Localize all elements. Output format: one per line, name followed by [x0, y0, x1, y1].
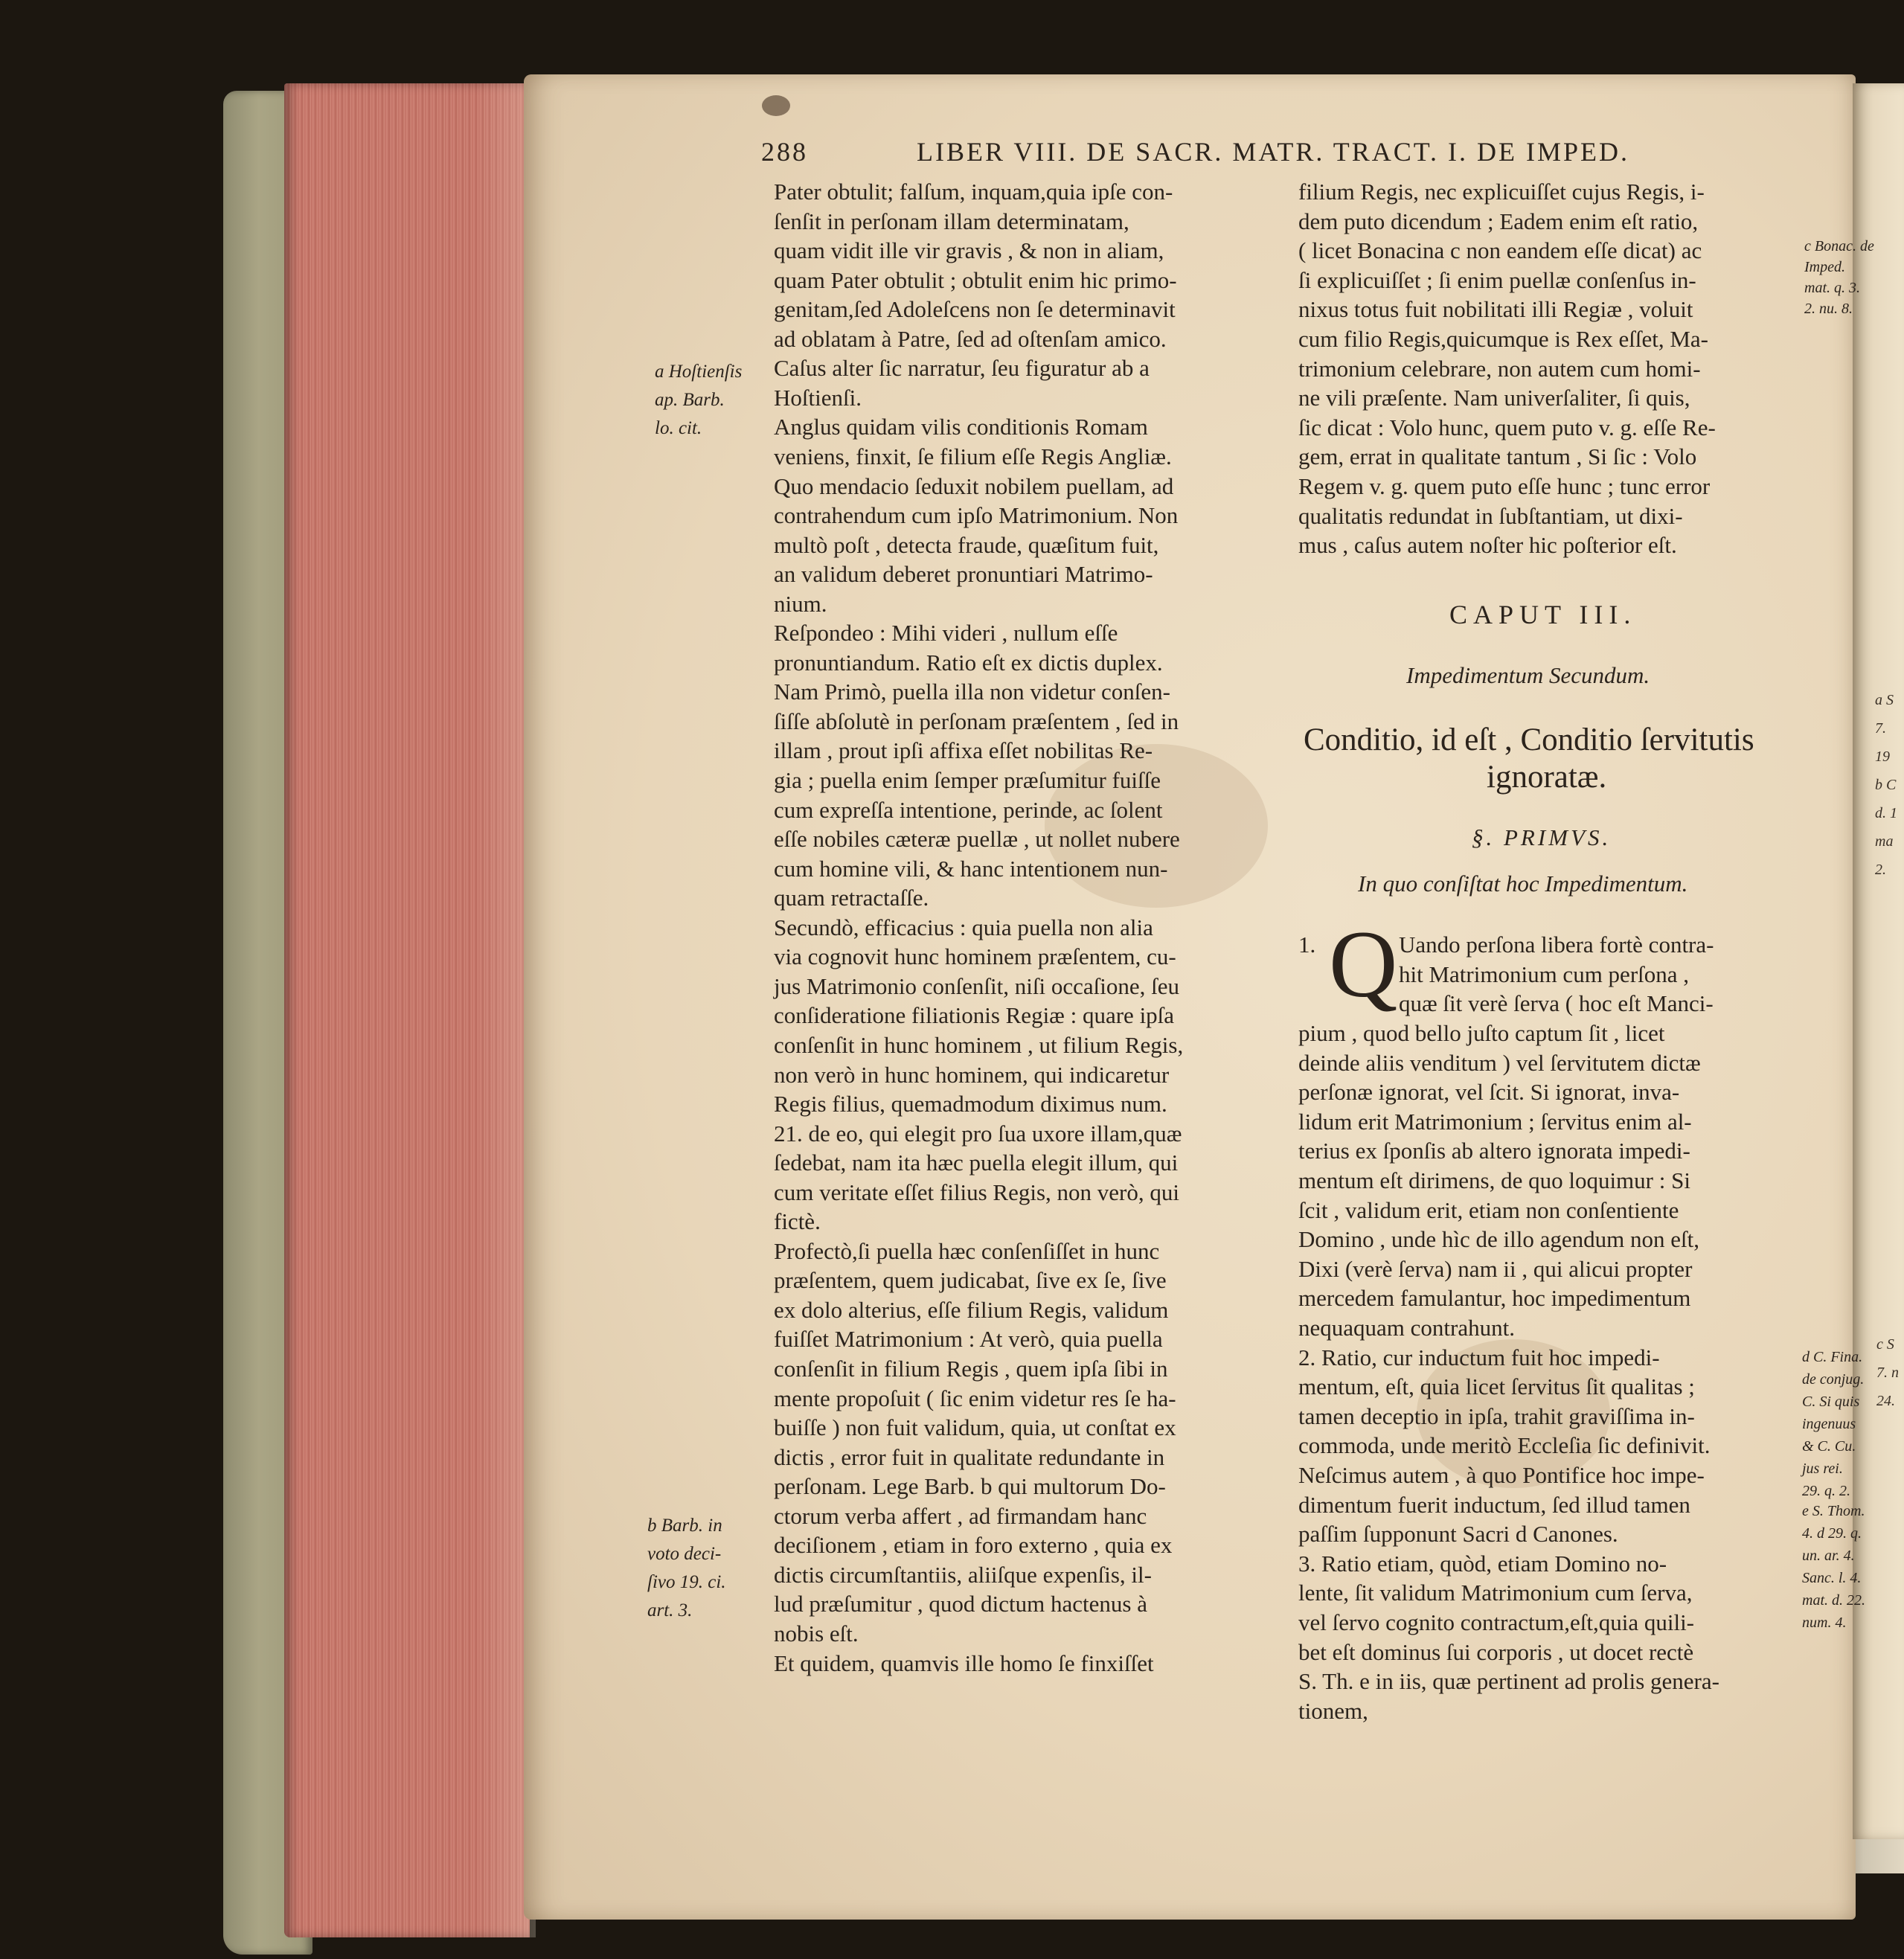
left-text-line: multò poſt , detecta fraude, quæſitum fuit,: [774, 531, 1159, 558]
left-text-line: Hoſtienſi.: [774, 384, 862, 411]
left-text-line: gia ; puella enim ſemper præſumitur fuiſſe: [774, 767, 1161, 793]
right-body-line: nequaquam contrahunt.: [1298, 1315, 1515, 1341]
left-text-line: contrahendum cum ipſo Matrimonium. Non: [774, 502, 1179, 529]
margin-note-e-line: e S. Thom.: [1802, 1503, 1865, 1519]
left-text-line: Regis filius, quemadmodum diximus num.: [774, 1091, 1167, 1118]
left-text-line: conſenſit in filium Regis , quem ipſa ſibi in: [774, 1356, 1168, 1382]
left-text-line: quam Pater obtulit ; obtulit enim hic primo-: [774, 266, 1177, 293]
right-body-line: vel ſervo cognito contractum,eſt,quia quili-: [1298, 1609, 1695, 1635]
left-text-line: Anglus quidam vilis conditionis Romam: [774, 414, 1148, 440]
right-text-line: ſic dicat : Volo hunc, quem puto v. g. eſſe Re-: [1298, 414, 1716, 440]
left-text-line: Et quidem, quamvis ille homo ſe finxiſſet: [774, 1649, 1154, 1676]
right-body-line: lidum erit Matrimonium ; ſervitus enim al-: [1298, 1108, 1692, 1135]
next-page-fragment-line: b C: [1875, 777, 1897, 793]
left-text-line: dictis , error fuit in qualitate redundante in: [774, 1443, 1165, 1470]
right-body-line: lente, ſit validum Matrimonium cum ſerva,: [1298, 1580, 1693, 1606]
right-text-line: mus , caſus autem noſter hic poſterior eſt.: [1298, 532, 1677, 559]
right-text-line: filium Regis, nec explicuiſſet cujus Regis, i-: [1298, 179, 1705, 205]
paragraph-marker: §. PRIMVS.: [1472, 824, 1612, 850]
section-heading: Conditio, id eſt , Conditio ſervitutis: [1304, 722, 1754, 757]
left-text-line: conſenſit in hunc hominem , ut filium Regis,: [774, 1031, 1184, 1058]
margin-note-a-line: lo. cit.: [655, 418, 702, 438]
left-text-line: pronuntiandum. Ratio eſt ex dictis duplex.: [774, 649, 1163, 676]
right-body-line: Dixi (verè ſerva) nam ii , qui alicui propter: [1298, 1255, 1693, 1282]
left-text-line: præſentem, quem judicabat, ſive ex ſe, ſive: [774, 1267, 1167, 1294]
margin-note-d-line: 29. q. 2.: [1802, 1483, 1850, 1499]
next-page-fragment-line: a S: [1875, 692, 1894, 708]
right-body-line: Neſcimus autem , à quo Pontifice hoc impe-: [1298, 1462, 1705, 1488]
margin-note-e-line: num. 4.: [1802, 1615, 1847, 1631]
right-body-line: pium , quod bello juſto captum ſit , licet: [1298, 1020, 1665, 1046]
right-body-line: mentum, eſt, quia licet ſervitus ſit qualitas ;: [1298, 1373, 1695, 1400]
left-text-line: Caſus alter ſic narratur, ſeu figuratur ab a: [774, 355, 1150, 382]
left-text-line: jus Matrimonio conſenſit, niſi occaſione, ſeu: [774, 972, 1179, 999]
right-text-line: gem, errat in qualitate tantum , Si ſic : Volo: [1298, 443, 1697, 470]
next-page-fragment-line: c S: [1876, 1336, 1894, 1353]
left-text-line: Profectò,ſi puella hæc conſenſiſſet in hunc: [774, 1237, 1160, 1264]
margin-note-a-line: a Hoſtienſis: [655, 362, 743, 382]
right-text-line: ( licet Bonacina c non eandem eſſe dicat) ac: [1298, 237, 1702, 264]
running-title: LIBER VIII. DE SACR. MATR. TRACT. I. DE IMPED.: [917, 137, 1630, 167]
margin-note-a-line: ap. Barb.: [655, 390, 725, 410]
left-text-line: fuiſſet Matrimonium : At verò, quia puella: [774, 1326, 1163, 1353]
left-text-line: ſiſſe abſolutè in perſonam præſentem , ſed in: [774, 708, 1179, 734]
right-body-line: 3. Ratio etiam, quòd, etiam Domino no-: [1298, 1550, 1667, 1577]
left-text-line: ex dolo alterius, eſſe filium Regis, validum: [774, 1296, 1169, 1323]
margin-note-b-line: art. 3.: [647, 1600, 693, 1620]
left-text-line: Reſpondeo : Mihi videri , nullum eſſe: [774, 620, 1118, 647]
chapter-subtitle: Impedimentum Secundum.: [1406, 662, 1650, 688]
right-text-line: Regem v. g. quem puto eſſe hunc ; tunc error: [1298, 473, 1711, 499]
left-text-line: ad oblatam à Patre, ſed ad oſtenſam amico.: [774, 325, 1167, 352]
right-body-line: mentum eſt dirimens, de quo loquimur : Si: [1298, 1167, 1690, 1193]
margin-note-d-line: de conjug.: [1802, 1371, 1865, 1388]
left-text-line: nium.: [774, 590, 827, 617]
left-text-line: Nam Primò, puella illa non videtur conſen-: [774, 679, 1170, 705]
left-text-line: ſedebat, nam ita hæc puella elegit illum, qui: [774, 1150, 1179, 1176]
paragraph-number: 1.: [1298, 932, 1316, 958]
right-text-line: cum filio Regis,quicumque is Rex eſſet, Ma-: [1298, 326, 1709, 352]
next-page-fragment-line: 7. n: [1876, 1365, 1899, 1381]
drop-cap-text-line: Uando perſona libera fortè contra-: [1399, 932, 1714, 958]
right-body-line: perſonæ ignorat, vel ſcit. Si ignorat, inva-: [1298, 1079, 1680, 1106]
right-body-line: bet eſt dominus ſui corporis , ut docet rectè: [1298, 1638, 1694, 1665]
next-page-fragment-line: 2.: [1875, 862, 1886, 878]
right-body-line: Domino , unde hìc de illo agendum non eſt,: [1298, 1226, 1699, 1253]
right-text-line: dem puto dicendum ; Eadem enim eſt ratio,: [1298, 208, 1699, 234]
left-text-line: Pater obtulit; falſum, inquam,quia ipſe con-: [774, 179, 1173, 205]
margin-note-e-line: un. ar. 4.: [1802, 1548, 1855, 1564]
margin-note-d-line: C. Si quis: [1802, 1394, 1860, 1410]
page-number: 288: [761, 137, 808, 167]
left-text-line: 21. de eo, qui elegit pro ſua uxore illam,quæ: [774, 1120, 1182, 1147]
left-text-line: genitam,ſed Adoleſcens non ſe determinavit: [774, 296, 1176, 323]
left-text-line: veniens, finxit, ſe filium eſſe Regis Angliæ.: [774, 443, 1172, 469]
left-text-line: fictè.: [774, 1208, 821, 1235]
left-text-line: buiſſe ) non fuit validum, quia, ut conſtat ex: [774, 1414, 1176, 1441]
next-page-fragment-line: 19: [1875, 748, 1890, 765]
margin-note-b-line: b Barb. in: [647, 1516, 722, 1536]
right-body-line: tionem,: [1298, 1697, 1368, 1724]
left-text-line: an validum deberet pronuntiari Matrimo-: [774, 561, 1153, 588]
left-text-line: mente propoſuit ( ſic enim videtur res ſe ha-: [774, 1385, 1176, 1411]
right-body-line: mercedem famulantur, hoc impedimentum: [1298, 1285, 1691, 1312]
next-page-fragment-line: ma: [1875, 833, 1894, 850]
chapter-title: CAPUT III.: [1449, 600, 1637, 629]
margin-note-e-line: Sanc. l. 4.: [1802, 1570, 1862, 1586]
margin-note-d-line: d C. Fina.: [1802, 1349, 1863, 1365]
left-text-line: ctorum verba affert , ad firmandam hanc: [774, 1502, 1147, 1529]
left-text-line: Secundò, efficacius : quia puella non alia: [774, 914, 1153, 940]
drop-cap-text-line: hit Matrimonium cum perſona ,: [1399, 961, 1690, 987]
left-text-line: illam , prout ipſi affixa eſſet nobilitas Re-: [774, 737, 1153, 764]
right-body-line: tamen deceptio in ipſa, trahit graviſſima in-: [1298, 1402, 1695, 1429]
left-text-line: conſideratione filiationis Regiæ : quare ipſa: [774, 1002, 1175, 1029]
left-text-line: dictis circumſtantiis, aliiſque expenſis, il-: [774, 1561, 1152, 1588]
margin-note-e-line: mat. d. 22.: [1802, 1592, 1865, 1609]
right-body-line: deinde aliis venditum ) vel ſervitutem dictæ: [1298, 1049, 1701, 1076]
margin-note-d-line: ingenuus: [1802, 1416, 1856, 1432]
left-text-line: deciſionem , etiam in foro externo , quia ex: [774, 1532, 1173, 1559]
section-heading-continued: ignoratæ.: [1487, 760, 1607, 795]
right-text-line: qualitatis redundat in ſubſtantiam, ut dixi-: [1298, 502, 1683, 529]
margin-note-b-line: ſivo 19. ci.: [647, 1572, 726, 1592]
right-body-line: 2. Ratio, cur inductum fuit hoc impedi-: [1298, 1344, 1660, 1370]
left-text-line: perſonam. Lege Barb. b qui multorum Do-: [774, 1473, 1166, 1500]
drop-cap-letter: Q: [1329, 911, 1398, 1017]
margin-note-c-line: c Bonac. de: [1804, 238, 1874, 254]
left-text-line: Quo mendacio ſeduxit nobilem puellam, ad: [774, 472, 1174, 499]
margin-note-d-line: jus rei.: [1802, 1461, 1843, 1477]
right-body-line: paſſim ſupponunt Sacri d Canones.: [1298, 1521, 1618, 1548]
left-text-line: cum expreſſa intentione, perinde, ac ſolent: [774, 796, 1163, 823]
margin-note-d-line: & C. Cu.: [1802, 1438, 1856, 1455]
right-text-line: ne vili præſente. Nam univerſaliter, ſi quis,: [1298, 385, 1690, 411]
right-text-line: ſi explicuiſſet ; ſi enim puellæ conſenſus in-: [1298, 266, 1696, 293]
paragraph-subtitle: In quo conſiſtat hoc Impedimentum.: [1358, 871, 1688, 897]
right-text-line: trimonium celebrare, non autem cum homi-: [1298, 355, 1701, 382]
left-text-line: via cognovit hunc hominem præſentem, cu-: [774, 943, 1176, 970]
next-page-fragment-line: 24.: [1876, 1393, 1895, 1409]
margin-note-b-line: voto deci-: [647, 1544, 722, 1564]
ink-stain: [762, 95, 790, 116]
right-text-line: nixus totus fuit nobilitati illi Regiæ , voluit: [1298, 296, 1693, 323]
left-text-line: quam vidit ille vir gravis , & non in aliam,: [774, 237, 1164, 264]
left-text-line: cum homine vili, & hanc intentionem nun-: [774, 855, 1168, 882]
margin-note-c-line: 2. nu. 8.: [1804, 301, 1853, 317]
left-text-line: nobis eſt.: [774, 1620, 859, 1647]
right-body-line: ſcit , validum erit, etiam non conſentiente: [1298, 1196, 1679, 1223]
left-text-line: quam retractaſſe.: [774, 885, 929, 911]
drop-cap-text-line: quæ ſit verè ſerva ( hoc eſt Manci-: [1399, 990, 1714, 1017]
next-page-fragment-line: 7.: [1875, 720, 1886, 737]
right-body-line: dimentum fuerit inductum, ſed illud tamen: [1298, 1491, 1690, 1518]
left-text-line: lud præſumitur , quod dictum hactenus à: [774, 1591, 1147, 1617]
margin-note-e-line: 4. d 29. q.: [1802, 1525, 1862, 1542]
right-body-line: S. Th. e in iis, quæ pertinent ad prolis genera-: [1298, 1668, 1719, 1695]
left-text-line: cum veritate eſſet filius Regis, non verò, qui: [774, 1179, 1179, 1205]
right-body-line: terius ex ſponſis ab altero ignorata impedi-: [1298, 1138, 1690, 1164]
left-text-line: eſſe nobiles cæteræ puellæ , ut nollet nubere: [774, 826, 1180, 853]
margin-note-c-line: mat. q. 3.: [1804, 280, 1860, 296]
margin-note-c-line: Imped.: [1804, 259, 1845, 275]
left-text-line: non verò in hunc hominem, qui indicaretur: [774, 1061, 1170, 1088]
next-page-fragment-line: d. 1: [1875, 805, 1897, 821]
left-text-line: ſenſit in perſonam illam determinatam,: [774, 208, 1129, 234]
right-body-line: commoda, unde meritò Eccleſia ſic definivit.: [1298, 1432, 1711, 1459]
